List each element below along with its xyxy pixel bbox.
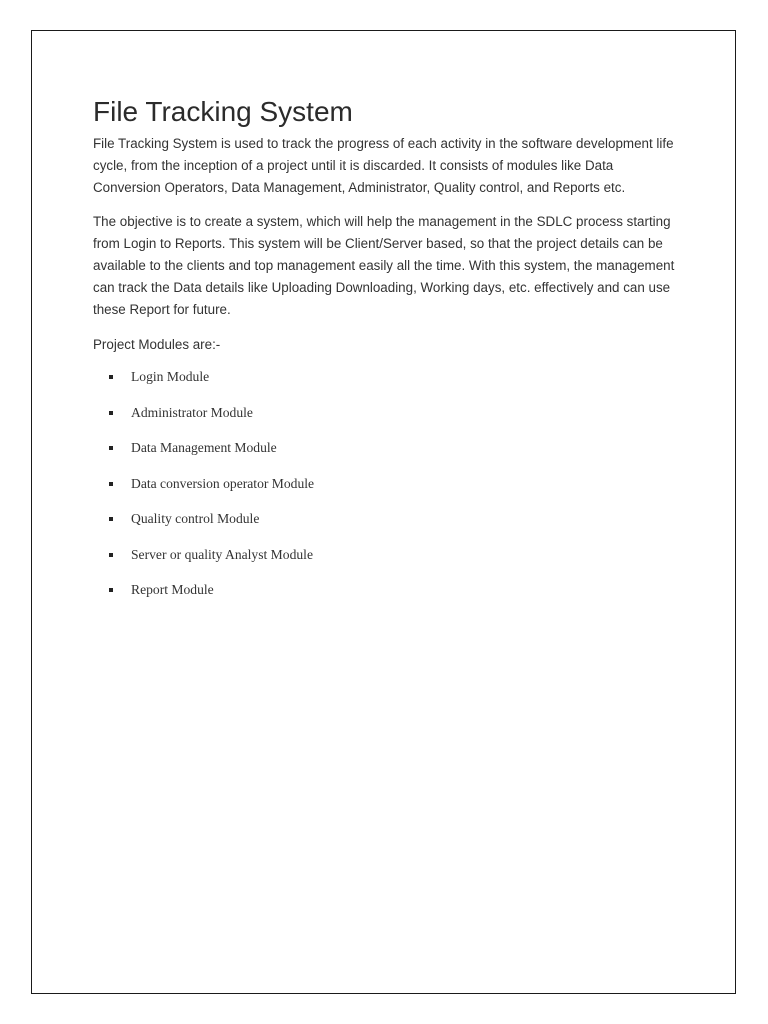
module-list-item: [93, 579, 683, 615]
document-content: [93, 95, 683, 615]
document-page: [31, 30, 736, 994]
module-label: Data conversion operator Module: [131, 475, 315, 491]
modules-heading: Project Modules are:-: [93, 337, 221, 352]
square-bullet-icon: [109, 482, 113, 486]
square-bullet-icon: [109, 375, 113, 379]
square-bullet-icon: [109, 411, 113, 415]
module-label: Administrator Module: [131, 404, 253, 420]
square-bullet-icon: [109, 588, 113, 592]
module-label: Login Module: [131, 369, 210, 384]
intro-paragraph: File Tracking System is used to track the progress of each activity in the software development life cycle, from the inception of a project until it is discarded. It consists of modules like Data Conversion Operators, Data Management, Administrator, Quality control, and Reports etc.: [93, 136, 674, 195]
square-bullet-icon: [109, 553, 113, 557]
module-list-item: [93, 366, 683, 402]
objective-paragraph: The objective is to create a system, which will help the management in the SDLC process starting from Login to Reports. This system will be Client/Server based, so that the project details can be available to the clients and top management easily all the time. With this system, the management can track the Data details like Uploading Downloading, Working days, etc. effectively and can use these Report for future.: [93, 214, 675, 317]
module-list-item: [93, 544, 683, 580]
square-bullet-icon: [109, 517, 113, 521]
module-list: [93, 366, 683, 615]
module-list-item: [93, 437, 683, 473]
module-label: Quality control Module: [131, 511, 260, 526]
module-label: Data Management Module: [131, 440, 277, 455]
module-list-item: [93, 473, 683, 509]
module-list-item: [93, 508, 683, 544]
module-label: Report Module: [131, 582, 214, 597]
module-label: Server or quality Analyst Module: [131, 546, 313, 562]
square-bullet-icon: [109, 446, 113, 450]
module-list-item: [93, 402, 683, 438]
document-title: File Tracking System: [93, 96, 353, 127]
